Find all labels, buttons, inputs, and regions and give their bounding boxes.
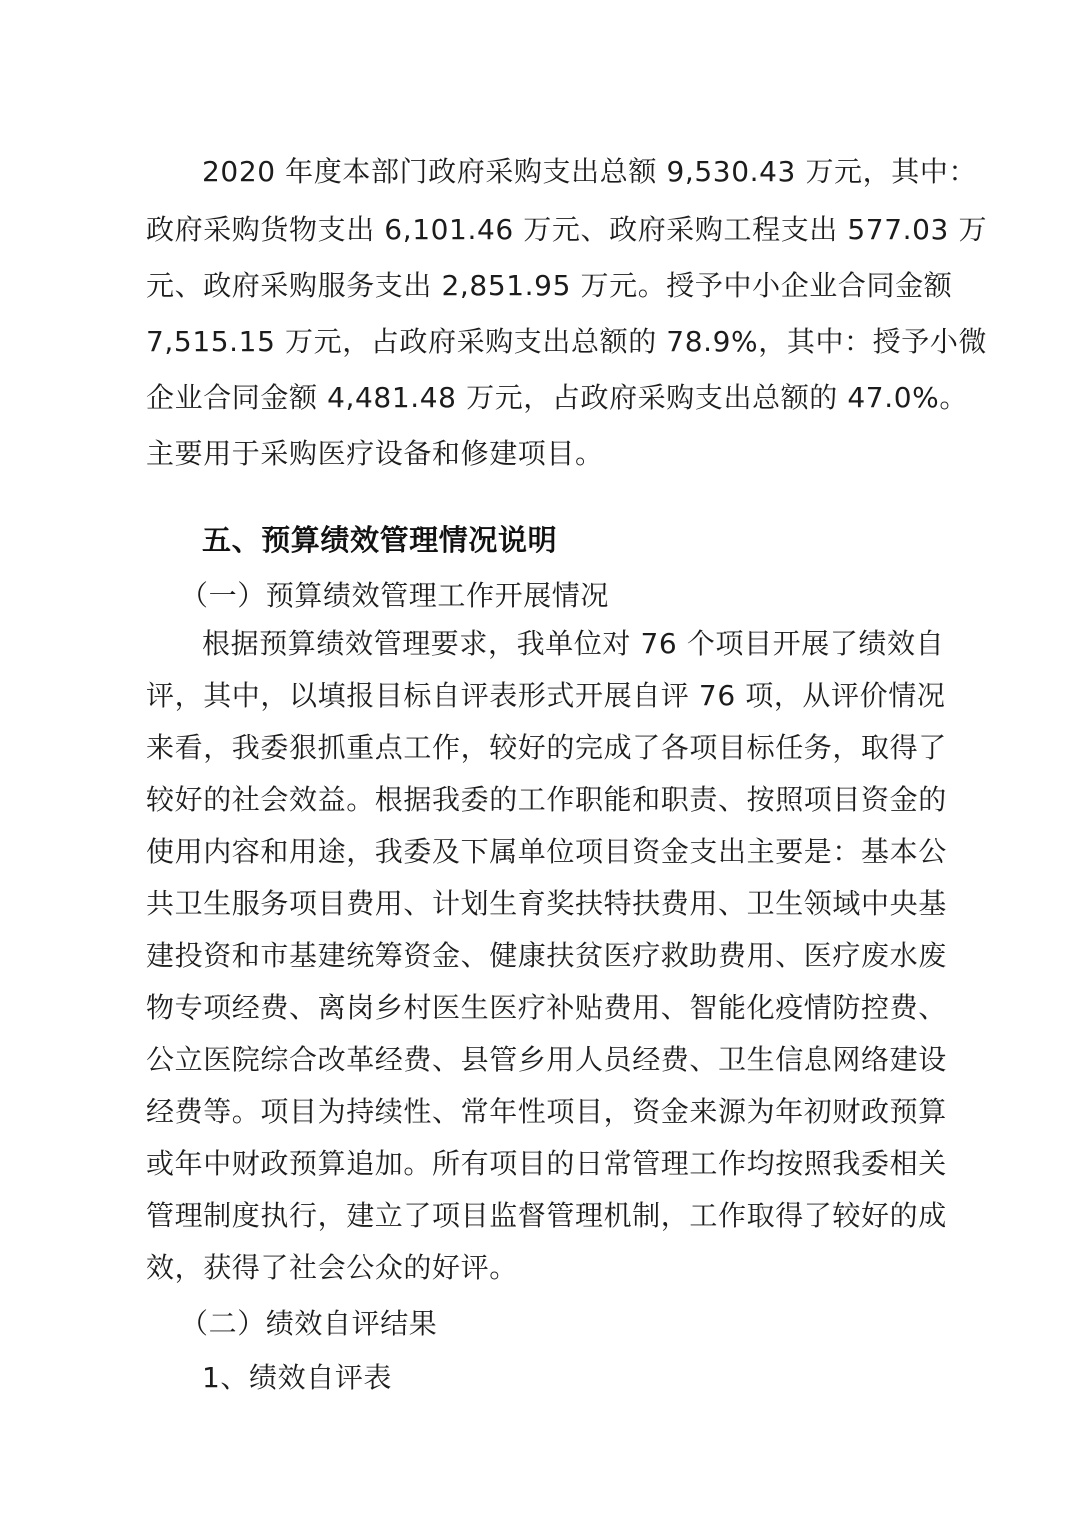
paragraph2-line-5: 使用内容和用途，我委及下属单位项目资金支出主要是：基本公: [146, 835, 947, 868]
paragraph2-line-1: 根据预算绩效管理要求，我单位对 76 个项目开展了绩效自: [202, 627, 945, 660]
paragraph2-line-12: 管理制度执行，建立了项目监督管理机制，工作取得了较好的成: [146, 1199, 947, 1232]
paragraph2-line-10: 经费等。项目为持续性、常年性项目，资金来源为年初财政预算: [146, 1095, 947, 1128]
paragraph1-line-6: 主要用于采购医疗设备和修建项目。: [146, 437, 604, 470]
paragraph1-line-5: 企业合同金额 4,481.48 万元，占政府采购支出总额的 47.0%。: [146, 381, 968, 414]
paragraph2-line-11: 或年中财政预算追加。所有项目的日常管理工作均按照我委相关: [146, 1147, 947, 1180]
paragraph1-line-2: 政府采购货物支出 6,101.46 万元、政府采购工程支出 577.03 万: [146, 213, 988, 246]
paragraph2-line-2: 评，其中，以填报目标自评表形式开展自评 76 项，从评价情况: [146, 679, 946, 712]
paragraph2-line-4: 较好的社会效益。根据我委的工作职能和职责、按照项目资金的: [146, 783, 947, 816]
paragraph1-line-1: 2020 年度本部门政府采购支出总额 9,530.43 万元，其中：: [202, 155, 978, 188]
paragraph1-line-4: 7,515.15 万元，占政府采购支出总额的 78.9%，其中：授予小微: [146, 325, 988, 358]
paragraph2-line-7: 建投资和市基建统筹资金、健康扶贫医疗救助费用、医疗废水废: [146, 939, 947, 972]
subsection-2-heading: （二）绩效自评结果: [180, 1307, 438, 1340]
section-heading: 五、预算绩效管理情况说明: [202, 523, 558, 557]
paragraph2-line-9: 公立医院综合改革经费、县管乡用人员经费、卫生信息网络建设: [146, 1043, 947, 1076]
paragraph2-line-6: 共卫生服务项目费用、计划生育奖扶特扶费用、卫生领域中央基: [146, 887, 947, 920]
subsection-1-heading: （一）预算绩效管理工作开展情况: [180, 579, 610, 612]
paragraph2-line-13: 效，获得了社会公众的好评。: [146, 1251, 518, 1284]
paragraph2-line-8: 物专项经费、离岗乡村医生医疗补贴费用、智能化疫情防控费、: [146, 991, 947, 1024]
paragraph1-line-3: 元、政府采购服务支出 2,851.95 万元。授予中小企业合同金额: [146, 269, 953, 302]
paragraph2-line-3: 来看，我委狠抓重点工作，较好的完成了各项目标任务，取得了: [146, 731, 947, 764]
list-item-1: 1、绩效自评表: [202, 1361, 393, 1394]
